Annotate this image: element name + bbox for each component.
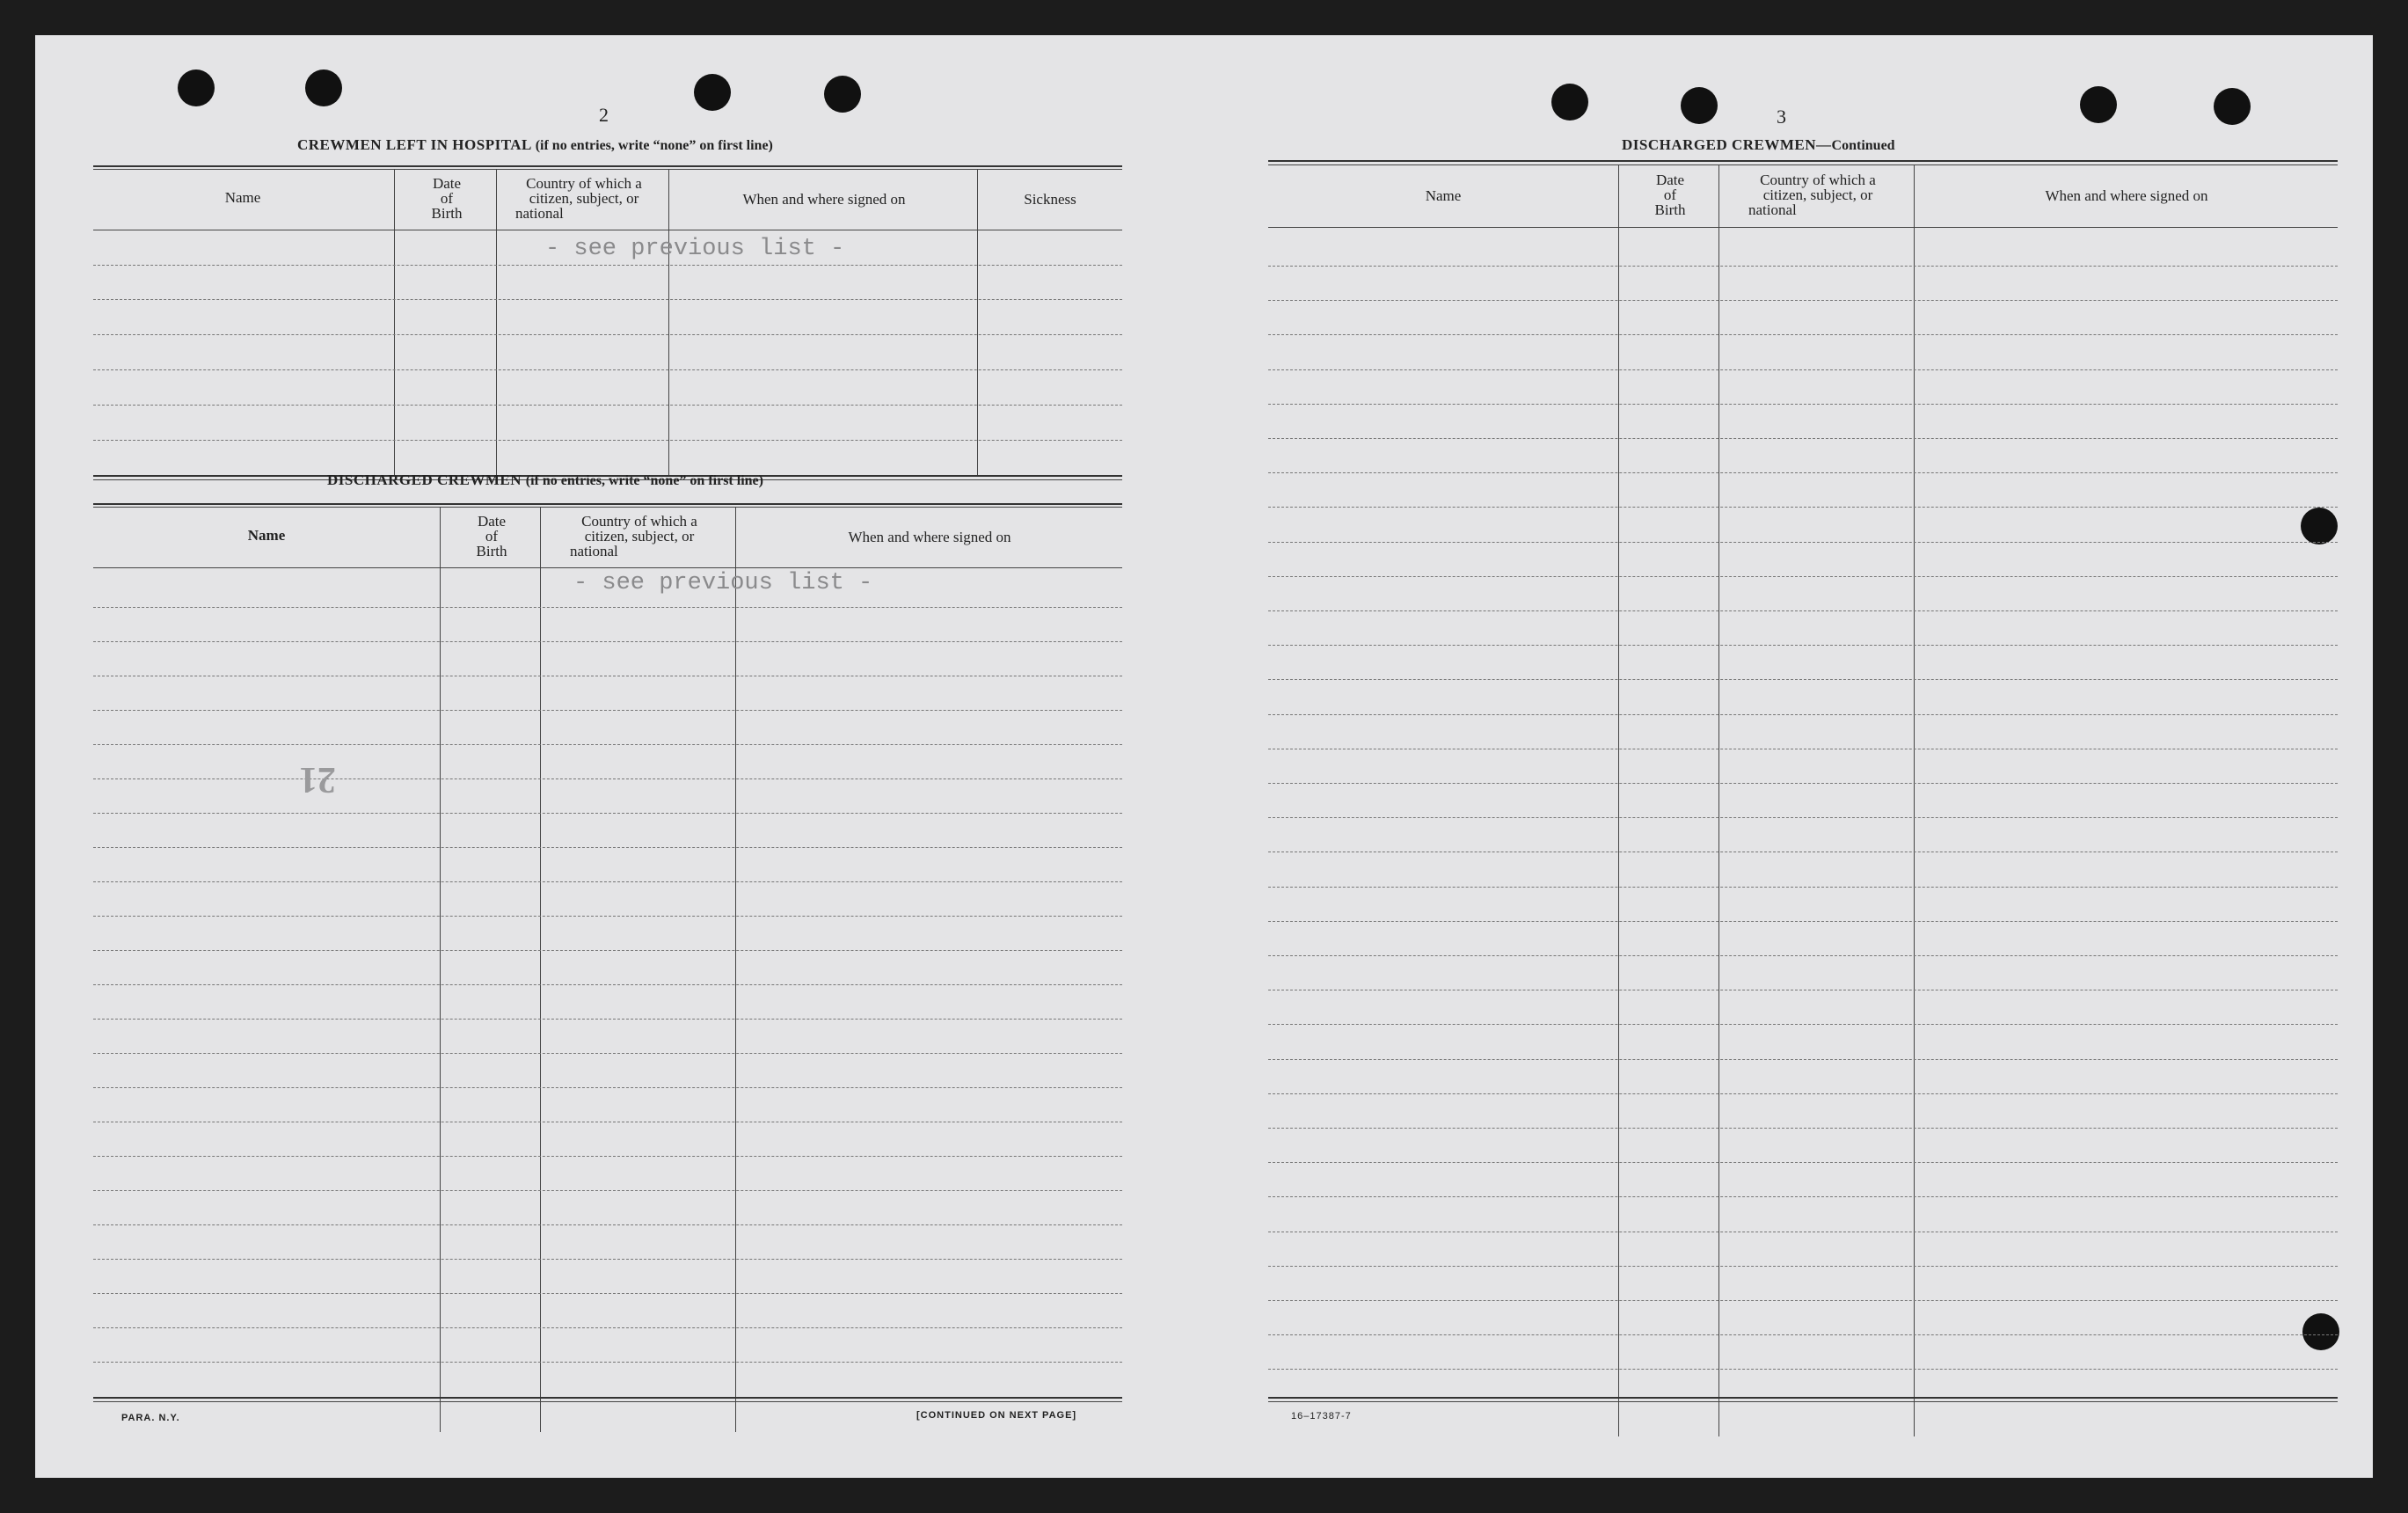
- rule: [1268, 227, 2338, 228]
- column-divider: [668, 169, 669, 477]
- entry-line: [93, 916, 1122, 917]
- entry-line: [1268, 1266, 2338, 1267]
- entry-line: [93, 299, 1122, 300]
- entry-line: [1268, 1196, 2338, 1197]
- entry-line: [1268, 679, 2338, 680]
- entry-line: [1268, 369, 2338, 370]
- discharged-header-country: [542, 514, 737, 559]
- entry-line: [1268, 1024, 2338, 1025]
- continued-header-signed: When and where signed on: [2045, 187, 2208, 204]
- entry-line: [93, 607, 1122, 608]
- document-sheet: [35, 35, 2373, 1478]
- header-line: national: [1748, 201, 1797, 218]
- discharged-section-title: [327, 471, 763, 489]
- rule: [93, 507, 1122, 508]
- punch-hole: [694, 74, 731, 111]
- hospital-header-name: Name: [224, 189, 261, 206]
- entry-line: [1268, 300, 2338, 301]
- entry-line: [1268, 1369, 2338, 1370]
- entry-line: [93, 744, 1122, 745]
- entry-line: [1268, 1093, 2338, 1094]
- header-line: of: [485, 528, 499, 545]
- entry-line: [1268, 542, 2338, 543]
- rule: [93, 503, 1122, 505]
- entry-line: [93, 881, 1122, 882]
- header-line: citizen, subject, or: [529, 190, 639, 207]
- punch-hole: [305, 69, 342, 106]
- header-line: Country of which a: [526, 175, 642, 192]
- punch-hole: [2214, 88, 2251, 125]
- continued-header-name: Name: [1425, 187, 1462, 204]
- header-line: Birth: [476, 543, 507, 559]
- footer-form-code: 16–17387-7: [1291, 1411, 1352, 1422]
- entry-line: [93, 1190, 1122, 1191]
- entry-line: [93, 405, 1122, 406]
- faint-handwritten-mark: 21: [299, 759, 336, 800]
- punch-hole: [2302, 1313, 2339, 1350]
- header-line: citizen, subject, or: [1762, 186, 1873, 203]
- rule: [1268, 164, 2338, 165]
- discharged-header-name: Name: [247, 527, 286, 544]
- header-line: citizen, subject, or: [584, 528, 695, 545]
- entry-line: [93, 984, 1122, 985]
- punch-hole: [178, 69, 215, 106]
- entry-line: [93, 1019, 1122, 1020]
- entry-line: [1268, 472, 2338, 473]
- header-line: Birth: [431, 205, 463, 222]
- entry-line: [93, 1053, 1122, 1054]
- rule: [93, 1401, 1122, 1402]
- entry-line: [1268, 817, 2338, 818]
- hospital-header-signed: When and where signed on: [742, 191, 906, 208]
- entry-line: [93, 369, 1122, 370]
- entry-line: [93, 1156, 1122, 1157]
- entry-line: [93, 710, 1122, 711]
- punch-hole: [2301, 508, 2338, 545]
- header-line: Date: [1655, 172, 1685, 188]
- entry-line: [93, 1259, 1122, 1260]
- column-divider: [1718, 164, 1719, 1436]
- rule: [1268, 1397, 2338, 1399]
- punch-hole: [824, 76, 861, 113]
- entry-line: [1268, 921, 2338, 922]
- entry-line: [1268, 1162, 2338, 1163]
- rule: [1268, 160, 2338, 162]
- punch-hole: [1551, 84, 1588, 121]
- rule: [93, 169, 1122, 170]
- discharged-title-text: DISCHARGED CREWMEN: [327, 471, 522, 488]
- entry-line: [93, 1362, 1122, 1363]
- header-line: of: [1663, 186, 1677, 203]
- column-divider: [1618, 164, 1619, 1436]
- entry-line: [93, 334, 1122, 335]
- hospital-header-country: [498, 176, 670, 221]
- entry-line: [1268, 1300, 2338, 1301]
- entry-line: [1268, 1059, 2338, 1060]
- entry-line: [93, 641, 1122, 642]
- discharged-continued-title: [1622, 136, 1895, 154]
- footer-printer: PARA. N.Y.: [121, 1413, 180, 1423]
- entry-line: [93, 1087, 1122, 1088]
- hospital-typed-entry: - see previous list -: [545, 236, 845, 262]
- rule: [93, 1397, 1122, 1399]
- column-divider: [977, 169, 978, 477]
- entry-line: [1268, 438, 2338, 439]
- page-number-right: 3: [1777, 106, 1786, 128]
- header-line: national: [570, 543, 618, 559]
- continued-header-dob: [1620, 172, 1720, 217]
- column-divider: [1914, 164, 1915, 1436]
- header-line: Birth: [1654, 201, 1686, 218]
- entry-line: [1268, 887, 2338, 888]
- entry-line: [1268, 507, 2338, 508]
- continued-title-suffix: Continued: [1831, 138, 1895, 153]
- discharged-header-dob: [441, 514, 542, 559]
- entry-line: [1268, 783, 2338, 784]
- rule: [93, 165, 1122, 167]
- entry-line: [1268, 610, 2338, 611]
- column-divider: [394, 169, 395, 477]
- rule: [93, 567, 1122, 568]
- footer-continued: [CONTINUED ON NEXT PAGE]: [916, 1410, 1077, 1421]
- header-line: Date: [477, 513, 507, 530]
- entry-line: [93, 1224, 1122, 1225]
- entry-line: [1268, 955, 2338, 956]
- entry-line: [1268, 1128, 2338, 1129]
- entry-line: [93, 950, 1122, 951]
- discharged-header-signed: When and where signed on: [848, 529, 1011, 545]
- hospital-title-text: CREWMEN LEFT IN HOSPITAL: [297, 136, 531, 153]
- header-line: national: [515, 205, 564, 222]
- entry-line: [1268, 334, 2338, 335]
- entry-line: [1268, 714, 2338, 715]
- entry-line: [93, 265, 1122, 266]
- entry-line: [93, 440, 1122, 441]
- entry-line: [1268, 266, 2338, 267]
- hospital-header-dob: [396, 176, 498, 221]
- entry-line: [93, 847, 1122, 848]
- hospital-title-note: (if no entries, write “none” on first line): [535, 138, 773, 153]
- entry-line: [1268, 1334, 2338, 1335]
- rule: [1268, 1401, 2338, 1402]
- header-line: of: [440, 190, 454, 207]
- continued-header-country: [1720, 172, 1915, 217]
- punch-hole: [1681, 87, 1718, 124]
- header-line: Country of which a: [1760, 172, 1876, 188]
- entry-line: [1268, 645, 2338, 646]
- header-line: Country of which a: [581, 513, 697, 530]
- column-divider: [496, 169, 497, 477]
- entry-line: [1268, 404, 2338, 405]
- discharged-typed-entry: - see previous list -: [573, 570, 873, 596]
- entry-line: [93, 1293, 1122, 1294]
- entry-line: [93, 778, 1122, 779]
- punch-hole: [2080, 86, 2117, 123]
- discharged-title-note: (if no entries, write “none” on first line): [525, 473, 763, 488]
- entry-line: [1268, 576, 2338, 577]
- entry-line: [93, 1327, 1122, 1328]
- header-line: Date: [432, 175, 462, 192]
- hospital-header-sickness: Sickness: [1024, 191, 1076, 208]
- hospital-section-title: [297, 136, 773, 154]
- continued-title-text: DISCHARGED CREWMEN—: [1622, 136, 1832, 153]
- page-number-left: 2: [599, 104, 609, 126]
- entry-line: [93, 813, 1122, 814]
